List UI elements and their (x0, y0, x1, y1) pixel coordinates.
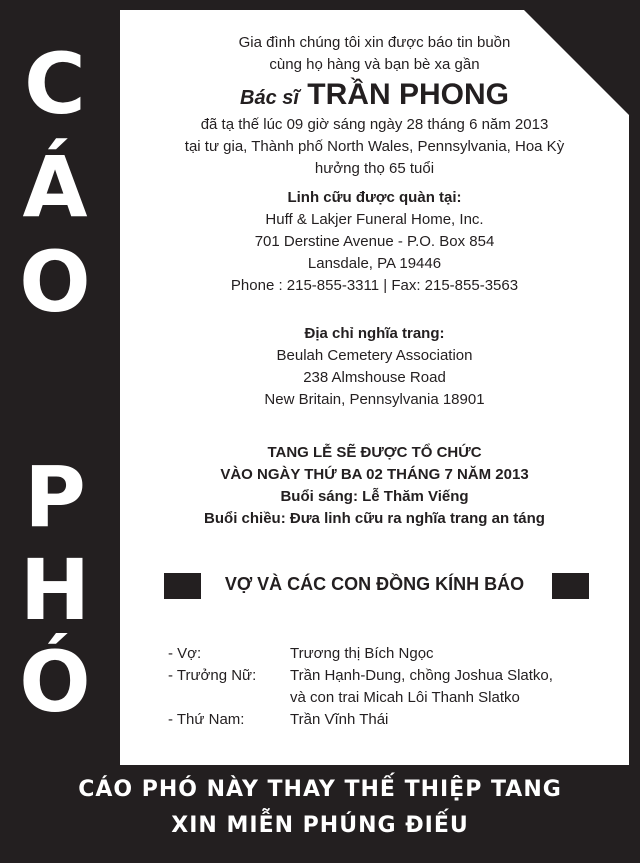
deceased-title (120, 78, 629, 115)
obituary-card (120, 10, 629, 765)
footer-line: XIN MIỄN PHÚNG ĐIẾU (171, 813, 469, 838)
side-letter: O (19, 233, 91, 331)
family-role: - Thứ Nam: (168, 711, 245, 728)
family-role: - Trưởng Nữ: (168, 667, 257, 684)
intro-line: Gia đình chúng tôi xin được báo tin buồn (238, 34, 511, 51)
cemetery-line: Beulah Cemetery Association (276, 347, 473, 364)
family-name: và con trai Micah Lôi Thanh Slatko (290, 689, 520, 706)
side-letter: P (24, 448, 86, 546)
cemetery-line: New Britain, Pennsylvania 18901 (264, 391, 485, 408)
side-letter: Ó (19, 633, 91, 731)
viewing-line: Huff & Lakjer Funeral Home, Inc. (265, 211, 484, 228)
side-letter: H (19, 541, 91, 639)
family-name: Trần Hạnh-Dung, chồng Joshua Slatko, (290, 667, 553, 684)
family-name: Trương thị Bích Ngọc (290, 645, 434, 662)
footer-line: CÁO PHÓ NÀY THAY THẾ THIỆP TANG (78, 777, 562, 802)
viewing-line: Phone : 215-855-3311 | Fax: 215-855-3563 (230, 277, 519, 294)
announcers-heading: VỢ VÀ CÁC CON ĐỒNG KÍNH BÁO (224, 574, 525, 594)
intro-line: cùng họ hàng và bạn bè xa gần (269, 56, 480, 73)
viewing-line: 701 Derstine Avenue - P.O. Box 854 (254, 233, 495, 250)
deceased-prefix: Bác sĩ (240, 87, 299, 109)
death-info-line: đã tạ thế lúc 09 giờ sáng ngày 28 tháng 6 năm 2013 (200, 116, 549, 133)
ceremony-line: Buổi sáng: Lễ Thăm Viếng (280, 488, 469, 505)
family-role: - Vợ: (168, 645, 202, 662)
side-letter: C (24, 35, 86, 133)
ceremony-line: TANG LỄ SẼ ĐƯỢC TỔ CHỨC (267, 444, 482, 461)
viewing-line: Lansdale, PA 19446 (307, 255, 442, 272)
viewing-heading: Linh cữu được quàn tại: (287, 189, 462, 206)
ceremony-line: Buổi chiều: Đưa linh cữu ra nghĩa trang an táng (204, 510, 545, 527)
death-info-line: hưởng thọ 65 tuổi (314, 160, 435, 177)
ceremony-line: VÀO NGÀY THỨ BA 02 THÁNG 7 NĂM 2013 (220, 466, 529, 483)
death-info-line: tại tư gia, Thành phố North Wales, Pennsylvania, Hoa Kỳ (184, 138, 565, 155)
family-name: Trần Vĩnh Thái (290, 711, 389, 728)
cemetery-line: 238 Almshouse Road (303, 369, 446, 386)
side-title (0, 0, 120, 770)
cemetery-heading: Địa chỉ nghĩa trang: (304, 325, 445, 342)
side-letter: Á (22, 138, 88, 236)
deceased-name: TRẦN PHONG (307, 78, 509, 111)
